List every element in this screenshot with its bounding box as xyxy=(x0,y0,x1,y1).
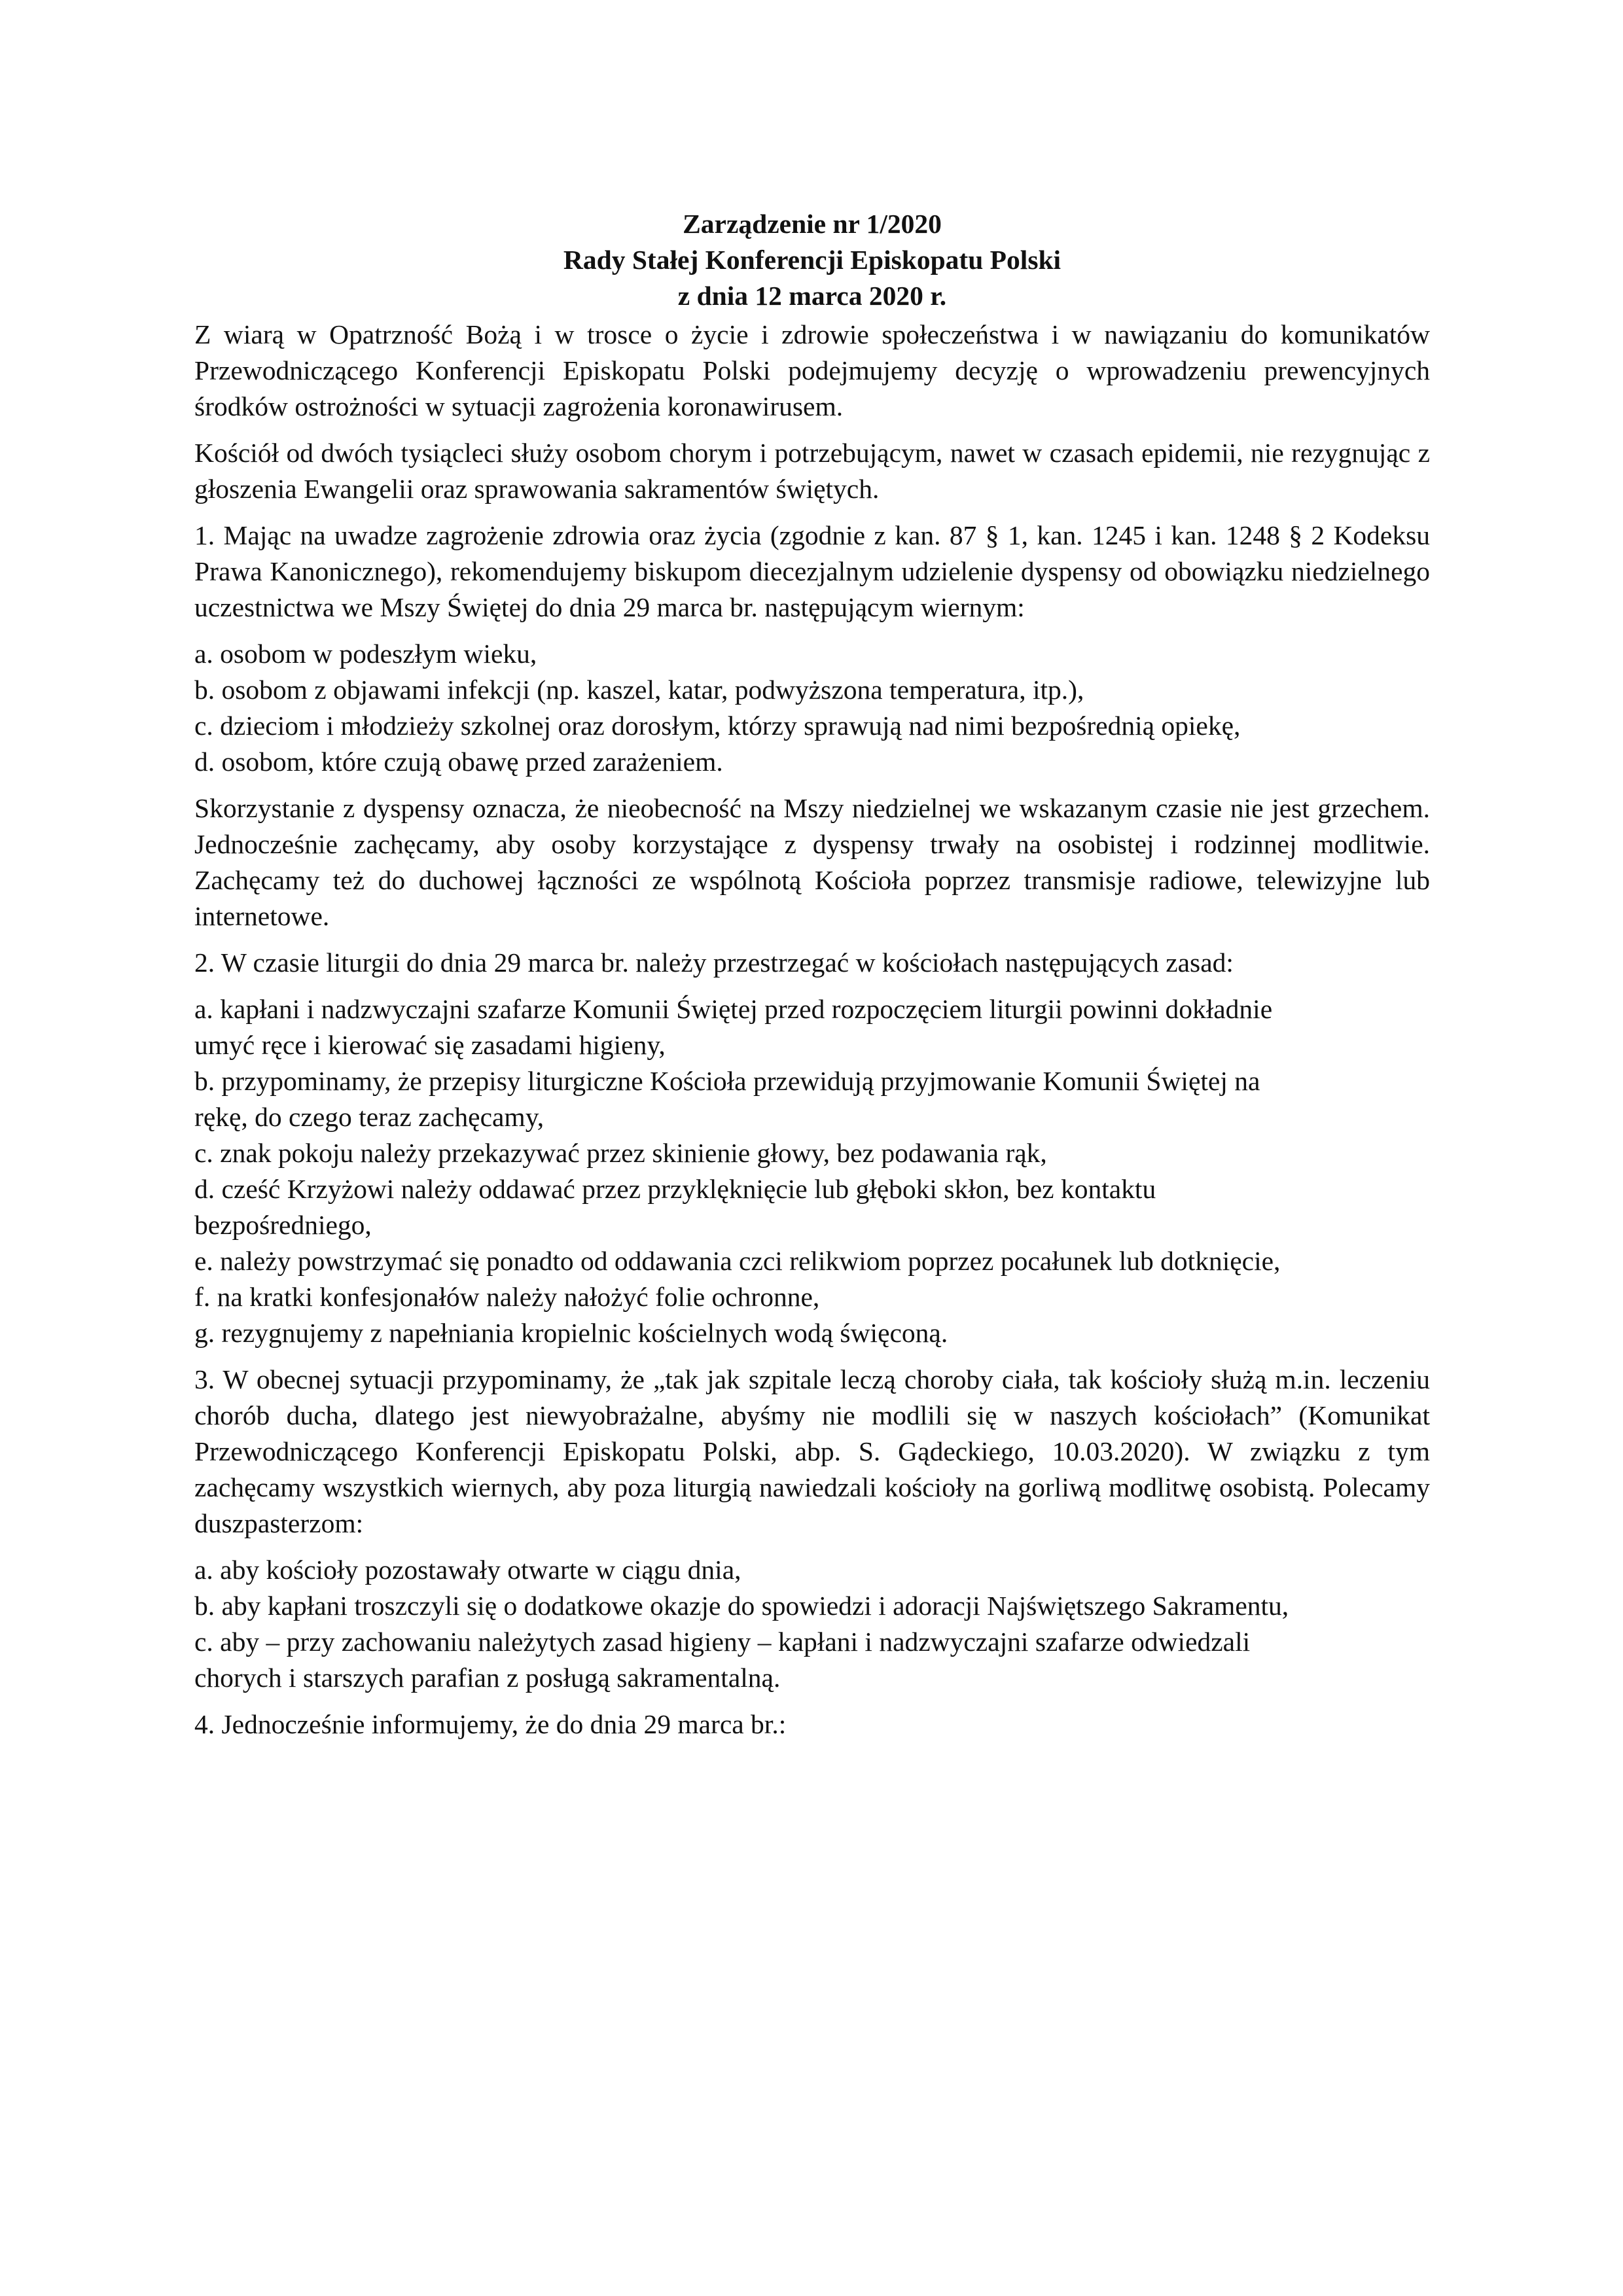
title-line: z dnia 12 marca 2020 r. xyxy=(677,281,947,311)
point-2: 2. W czasie liturgii do dnia 29 marca br. należy przestrzegać w kościołach następujących zasad: xyxy=(194,947,1234,978)
point-3-list xyxy=(194,1552,1430,1696)
point-2-list xyxy=(194,991,1430,1351)
point-3: 3. W obecnej sytuacji przypominamy, że „tak jak szpitale leczą choroby ciała, tak kościoły służą m.in. leczeniu chorób ducha, dlatego jest niewyobrażalne, abyśmy nie modlili się w naszych kościołach” (Komunikat Przewodniczącego Konferencji Episkopatu Polski, abp. S. Gądeckiego, 10.03.2020). W związku z tym zachęcamy wszystkich wiernych, aby poza liturgią nawiedzali kościoły na gorliwą modlitwę osobistą. Polecamy duszpasterzom: xyxy=(194,1364,1430,1538)
point-4: 4. Jednocześnie informujemy, że do dnia 29 marca br.: xyxy=(194,1709,787,1739)
list-item: e. należy powstrzymać się ponadto od oddawania czci relikwiom poprzez pocałunek lub dotknięcie, xyxy=(194,1246,1281,1276)
list-item: b. aby kapłani troszczyli się o dodatkowe okazje do spowiedzi i adoracji Najświętszego Sakramentu, xyxy=(194,1591,1289,1621)
list-item: a. kapłani i nadzwyczajni szafarze Komunii Świętej przed rozpoczęciem liturgii powinni dokładnie umyć ręce i kierować się zasadami higieny, xyxy=(194,994,1273,1060)
intro-paragraph-2: Kościół od dwóch tysiącleci służy osobom chorym i potrzebującym, nawet w czasach epidemii, nie rezygnując z głoszenia Ewangelii oraz sprawowania sakramentów świętych. xyxy=(194,438,1430,504)
document-title xyxy=(194,206,1430,314)
list-item: b. przypominamy, że przepisy liturgiczne Kościoła przewidują przyjmowanie Komunii Świętej na rękę, do czego teraz zachęcamy, xyxy=(194,1066,1260,1132)
document-body xyxy=(194,206,1430,1742)
list-item: f. na kratki konfesjonałów należy nałożyć folie ochronne, xyxy=(194,1282,820,1312)
list-item: d. cześć Krzyżowi należy oddawać przez przyklęknięcie lub głęboki skłon, bez kontaktu bezpośredniego, xyxy=(194,1174,1156,1240)
intro-paragraph: Z wiarą w Opatrzność Bożą i w trosce o życie i zdrowie społeczeństwa i w nawiązaniu do komunikatów Przewodniczącego Konferencji Episkopatu Polski podejmujemy decyzję o wprowadzeniu prewencyjnych środków ostrożności w sytuacji zagrożenia koronawirusem. xyxy=(194,319,1430,421)
dispensation-paragraph: Skorzystanie z dyspensy oznacza, że nieobecność na Mszy niedzielnej we wskazanym czasie nie jest grzechem. Jednocześnie zachęcamy, aby osoby korzystające z dyspensy trwały na osobistej i rodzinnej modlitwie. Zachęcamy też do duchowej łączności ze wspólnotą Kościoła poprzez transmisje radiowe, telewizyjne lub internetowe. xyxy=(194,793,1430,931)
list-item: c. aby – przy zachowaniu należytych zasad higieny – kapłani i nadzwyczajni szafarze odwiedzali chorych i starszych parafian z posługą sakramentalną. xyxy=(194,1627,1251,1693)
list-item: c. dzieciom i młodzieży szkolnej oraz dorosłym, którzy sprawują nad nimi bezpośrednią opiekę, xyxy=(194,711,1241,741)
list-item: d. osobom, które czują obawę przed zarażeniem. xyxy=(194,747,723,777)
point-1: 1. Mając na uwadze zagrożenie zdrowia oraz życia (zgodnie z kan. 87 § 1, kan. 1245 i kan. 1248 § 2 Kodeksu Prawa Kanonicznego), rekomendujemy biskupom diecezjalnym udzielenie dyspensy od obowiązku niedzielnego uczestnictwa we Mszy Świętej do dnia 29 marca br. następującym wiernym: xyxy=(194,520,1430,622)
title-line: Zarządzenie nr 1/2020 xyxy=(683,209,942,239)
list-item: g. rezygnujemy z napełniania kropielnic kościelnych wodą święconą. xyxy=(194,1318,948,1348)
list-item: b. osobom z objawami infekcji (np. kaszel, katar, podwyższona temperatura, itp.), xyxy=(194,675,1084,705)
list-item: a. osobom w podeszłym wieku, xyxy=(194,639,537,669)
point-1-list xyxy=(194,636,1430,780)
list-item: a. aby kościoły pozostawały otwarte w ciągu dnia, xyxy=(194,1555,741,1585)
title-line: Rady Stałej Konferencji Episkopatu Polski xyxy=(563,245,1061,275)
list-item: c. znak pokoju należy przekazywać przez skinienie głowy, bez podawania rąk, xyxy=(194,1138,1047,1168)
